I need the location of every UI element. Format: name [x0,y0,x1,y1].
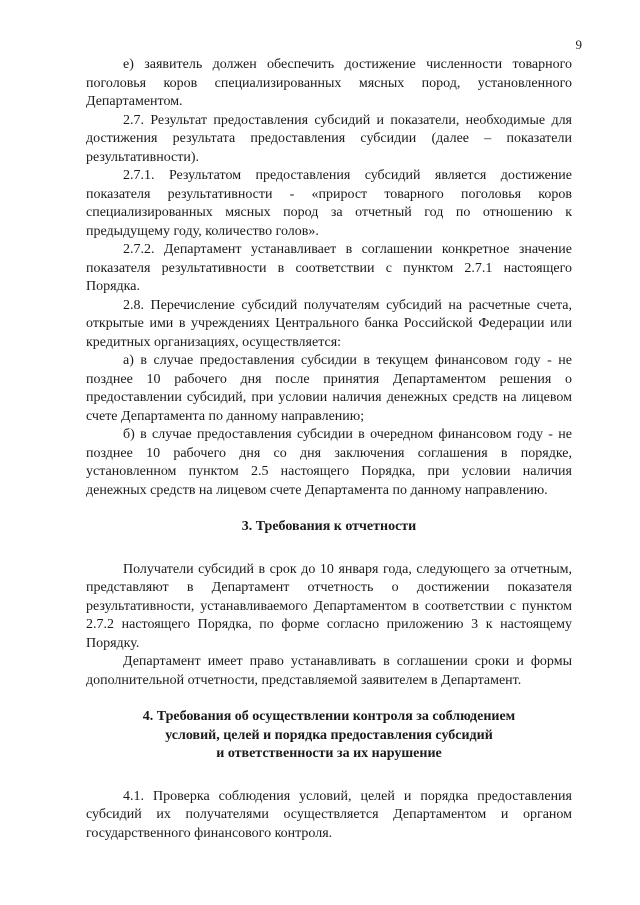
document-body [86,56,572,843]
section-4-heading [86,708,572,764]
paragraph-e: е) заявитель должен обеспечить достижение численности товарного поголовья коров специализированных мясных пород, установленного Департаментом. [86,57,572,109]
spacer [86,537,572,561]
paragraph-2-8: 2.8. Перечисление субсидий получателям субсидий на расчетные счета, открытые ими в учреждениях Центрального банка Российской Федерации или кредитных организациях, осуществляется: [86,297,572,350]
paragraph-2-7-1: 2.7.1. Результатом предоставления субсидий является достижение показателя результативности - «прирост товарного поголовья коров специализированных мясных пород за отчетный год по отношению к предыдущему году, количество голов». [86,168,572,239]
paragraph-2-7: 2.7. Результат предоставления субсидий и показатели, необходимые для достижения результата предоставления субсидии (далее – показатели результативности). [86,112,572,165]
spacer [86,764,572,788]
paragraph-2-7-2: 2.7.2. Департамент устанавливает в соглашении конкретное значение показателя результативности в соответствии с пунктом 2.7.1 настоящего Порядка. [86,242,572,294]
section-3-paragraph: Получатели субсидий в срок до 10 января года, следующего за отчетным, представляют в Департамент отчетность о достижении показателя результативности, устанавливаемого Департаментом в соответствии с пунктом 2.7.2 настоящего Порядка, по форме согласно приложению 3 к настоящему Порядку. [86,561,572,651]
section-4-heading-line: 4. Требования об осуществлении контроля за соблюдением [142,709,516,724]
spacer [86,690,572,708]
section-4-heading-line: условий, целей и порядка предоставления субсидий [165,727,493,743]
section-3-heading: 3. Требования к отчетности [241,519,417,534]
page-number: 9 [575,37,582,52]
section-4-heading-line: и ответственности за их нарушение [216,746,442,761]
paragraph-4-1: 4.1. Проверка соблюдения условий, целей и порядка предоставления субсидий их получателями осуществляется Департаментом и органом государственного финансового контроля. [86,788,572,841]
paragraph-2-8-b: б) в случае предоставления субсидии в очередном финансовом году - не позднее 10 рабочего дня со дня заключения соглашения в порядке, установленном пунктом 2.5 настоящего Порядка, при условии наличия денежных средств на лицевом счете Департамента по данному направлению. [86,427,572,498]
paragraph-2-8-a: а) в случае предоставления субсидии в текущем финансовом году - не позднее 10 рабочего дня после принятия Департаментом решения о предоставлении субсидий, при условии наличия денежных средств на лицевом счете Департамента по данному направлению; [86,353,572,424]
section-3-paragraph: Департамент имеет право устанавливать в соглашении сроки и формы дополнительной отчетности, представляемой заявителем в Департамент. [86,654,572,688]
spacer [86,500,572,518]
